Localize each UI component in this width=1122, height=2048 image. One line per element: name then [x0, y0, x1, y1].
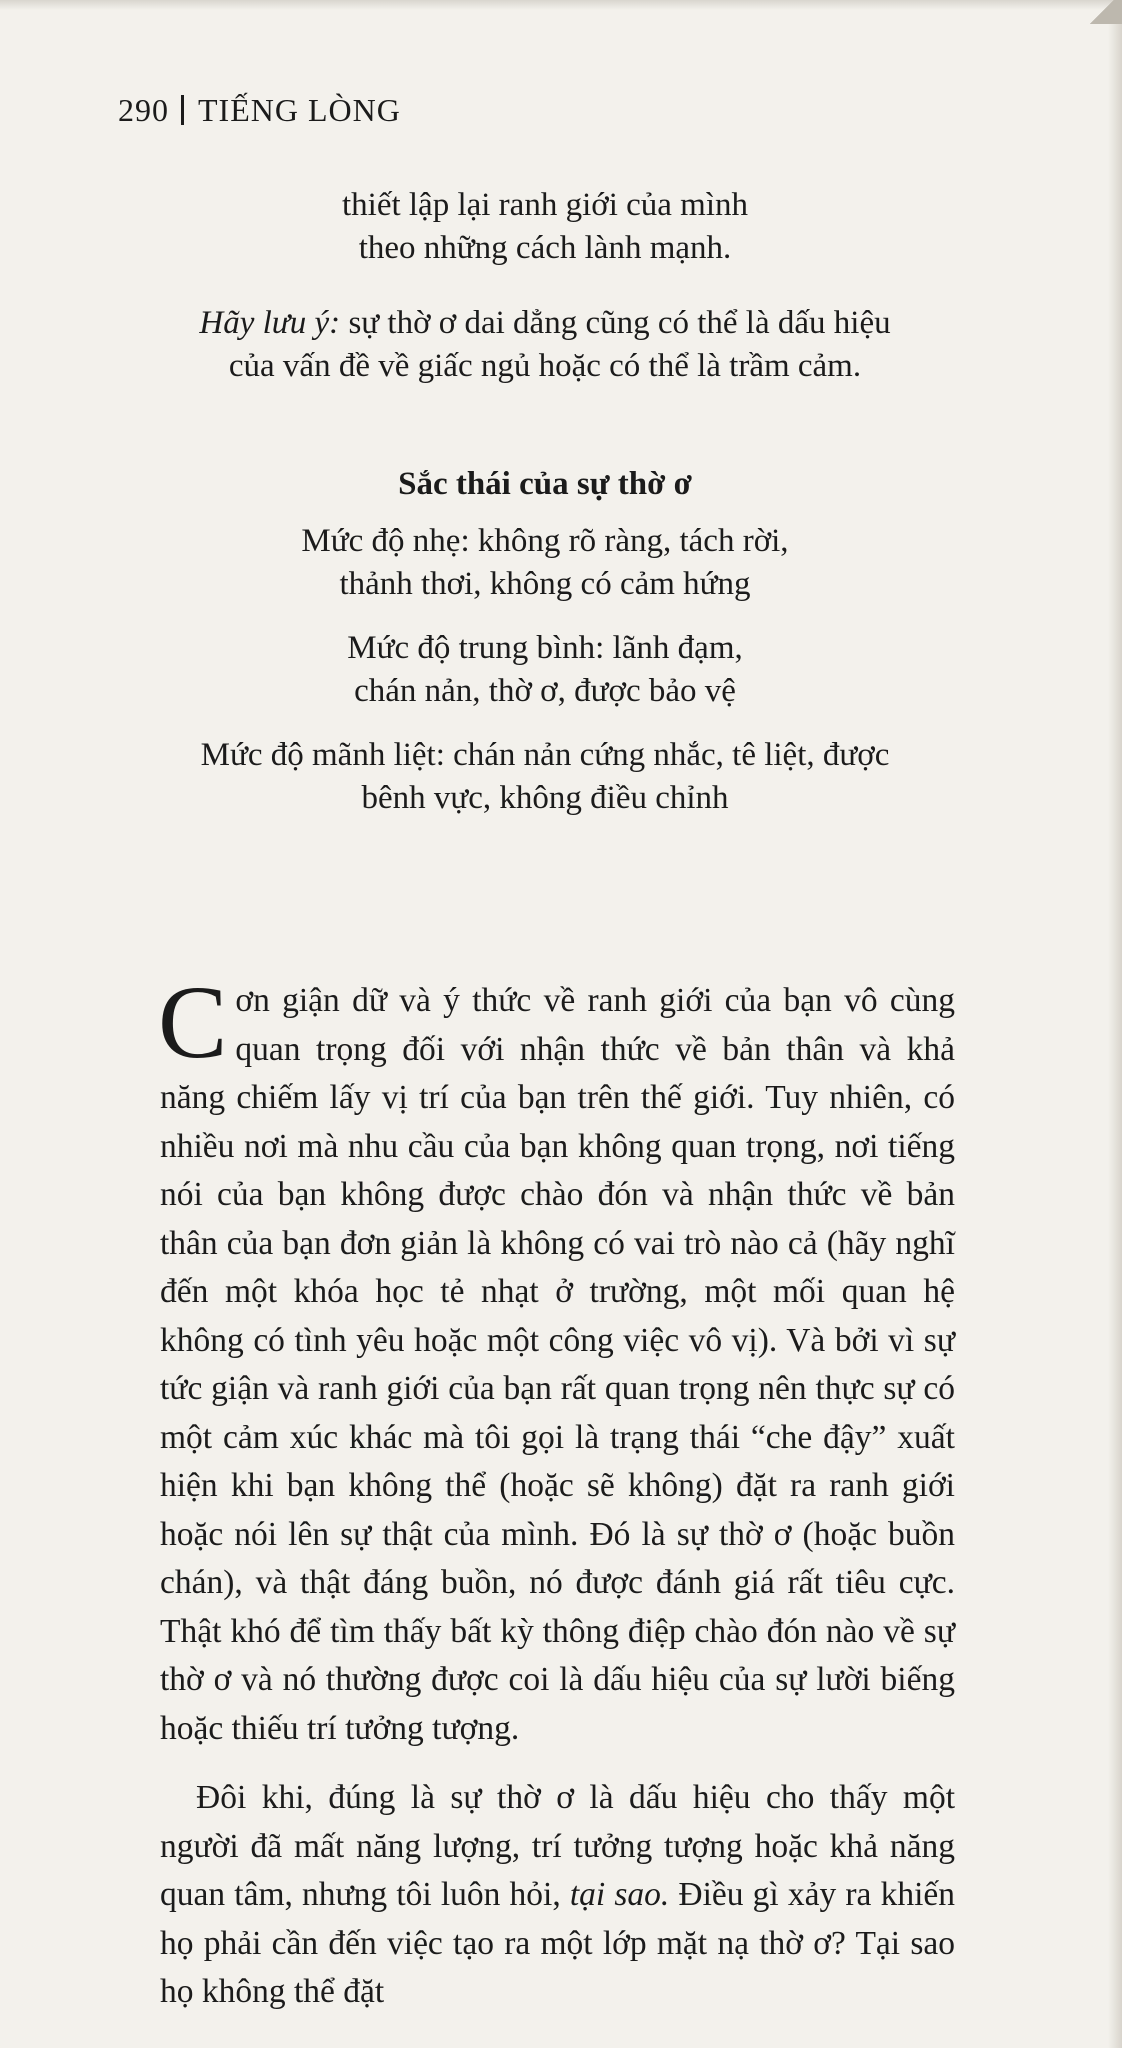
emphasis-text: tại sao.: [569, 1876, 670, 1913]
nuance-moderate-line: Mức độ trung bình: lãnh đạm,: [347, 630, 743, 666]
page-number: 290: [118, 92, 169, 128]
header-separator: [181, 95, 184, 125]
nuance-mild-line: Mức độ nhẹ: không rõ ràng, tách rời,: [301, 523, 789, 559]
note-block: [150, 302, 940, 387]
page-right-edge-shadow: [1108, 0, 1122, 2048]
note-line: [150, 302, 940, 344]
paragraph-text: ơn giận dữ và ý thức về ranh giới của bạn vô cùng quan trọng đối với nhận thức về bản thân và khả năng chiếm lấy vị trí của bạn trên thế giới. Tuy nhiên, có nhiều nơi mà nhu cầu của bạn không quan trọng, nơi tiếng nói của bạn không được chào đón và nhận thức về bản thân của bạn đơn giản là không có vai trò nào cả (hãy nghĩ đến một khóa học tẻ nhạt ở trường, một mối quan hệ không có tình yêu hoặc một công việc vô vị). Và bởi vì sự tức giận và ranh giới của bạn rất quan trọng nên thực sự có một cảm xúc khác mà tôi gọi là trạng thái “che đậy” xuất hiện khi bạn không thể (hoặc sẽ không) đặt ra ranh giới hoặc nói lên sự thật của mình. Đó là sự thờ ơ (hoặc buồn chán), và thật đáng buồn, nó được đánh giá rất tiêu cực. Thật khó để tìm thấy bất kỳ thông điệp chào đón nào về sự thờ ơ và nó thường được coi là dấu hiệu của sự lười biếng hoặc thiếu trí tưởng tượng.: [160, 982, 955, 1747]
paragraph: [160, 1774, 955, 2017]
intro-line: theo những cách lành mạnh.: [358, 230, 732, 266]
drop-cap: C: [158, 965, 228, 1080]
note-label: Hãy lưu ý:: [199, 305, 341, 341]
nuances-heading: Sắc thái của sự thờ ơ: [398, 466, 692, 502]
body-text: [158, 965, 955, 2017]
book-title: TIẾNG LÒNG: [198, 92, 401, 128]
nuance-intense-line: bênh vực, không điều chỉnh: [361, 780, 729, 816]
note-line-2: của vấn đề về giấc ngủ hoặc có thể là trầm cảm.: [228, 348, 862, 384]
intro-line: thiết lập lại ranh giới của mình: [341, 187, 748, 223]
running-header: [118, 92, 401, 129]
page-corner-fold: [1082, 0, 1122, 24]
nuance-moderate-line: chán nản, thờ ơ, được bảo vệ: [354, 673, 736, 709]
page-top-edge-shadow: [0, 0, 1122, 10]
nuance-mild-line: thảnh thơi, không có cảm hứng: [339, 566, 751, 602]
paragraph-text: Đôi khi, đúng là sự thờ ơ là dấu hiệu cho thấy một người đã mất năng lượng, trí tưởng tượng hoặc khả năng quan tâm, nhưng tôi luôn hỏi,: [160, 1779, 955, 1913]
intro-block: [150, 184, 940, 269]
nuance-intense-line: Mức độ mãnh liệt: chán nản cứng nhắc, tê liệt, được: [200, 737, 890, 773]
paragraph: [158, 965, 955, 1753]
note-text: sự thờ ơ dai dẳng cũng có thể là dấu hiệu: [340, 305, 891, 341]
paragraph-text: Điều gì xảy ra khiến họ phải cần đến việc tạo ra một lớp mặt nạ thờ ơ? Tại sao họ không thể đặt: [160, 1876, 955, 2010]
nuances-section: [150, 463, 940, 819]
